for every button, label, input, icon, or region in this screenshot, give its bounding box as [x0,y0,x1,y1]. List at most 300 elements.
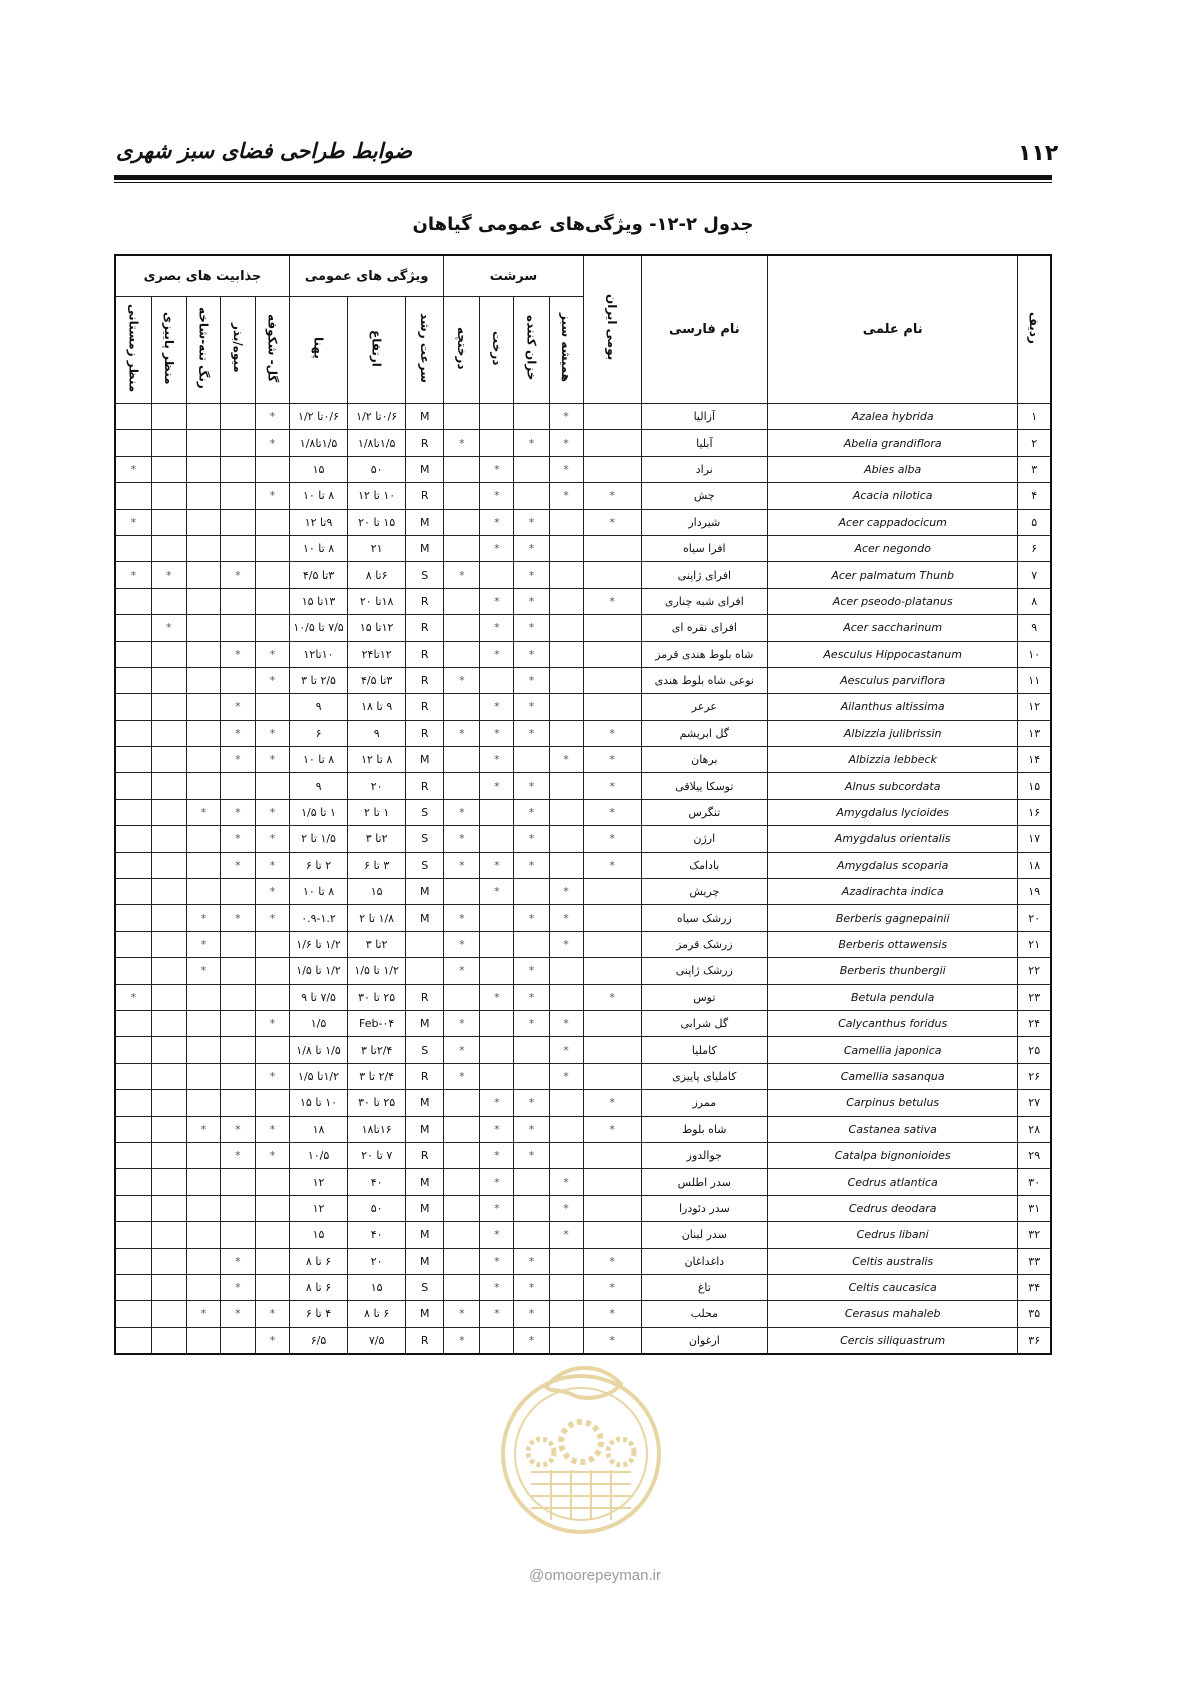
cell-bark-color [186,667,220,693]
cell-flower-blossom [255,535,289,561]
cell-fruit-seed: * [220,799,255,825]
cell-native-iran [583,562,641,588]
cell-growth-rate: R [406,430,444,456]
cell-growth-rate: M [406,1195,444,1221]
table-row [115,826,1051,852]
table-row [115,562,1051,588]
cell-native-iran [583,694,641,720]
cell-growth-rate: S [406,799,444,825]
cell-autumn-view [151,1169,186,1195]
table-row [115,879,1051,905]
cell-deciduous: * [514,588,549,614]
cell-row-number: ۳۵ [1018,1301,1051,1327]
cell-bark-color [186,1248,220,1274]
header-bark-color: رنگ تنه-شاخه [186,297,220,404]
cell-winter-view [115,879,151,905]
cell-evergreen: * [549,483,583,509]
cell-deciduous: * [514,509,549,535]
cell-bark-color [186,1090,220,1116]
cell-scientific-name: Castanea sativa [767,1116,1018,1142]
table-row [115,641,1051,667]
cell-persian-name: سدر لبنان [641,1222,767,1248]
cell-native-iran [583,456,641,482]
cell-persian-name: توس [641,984,767,1010]
cell-winter-view: * [115,456,151,482]
table-row [115,958,1051,984]
cell-winter-view [115,931,151,957]
cell-fruit-seed: * [220,562,255,588]
cell-native-iran [583,404,641,430]
table-row [115,667,1051,693]
cell-scientific-name: Azadirachta indica [767,879,1018,905]
cell-height: ۲۰ [348,773,406,799]
cell-scientific-name: Cedrus atlantica [767,1169,1018,1195]
cell-deciduous [514,1169,549,1195]
cell-width: ۱/۲ تا ۱/۵ [289,958,347,984]
cell-autumn-view [151,879,186,905]
cell-deciduous: * [514,1010,549,1036]
cell-bark-color [186,852,220,878]
cell-height: ۱ تا ۲ [348,799,406,825]
cell-evergreen: * [549,456,583,482]
cell-evergreen [549,984,583,1010]
cell-height: ۲تا ۳ [348,931,406,957]
cell-autumn-view [151,483,186,509]
cell-width: ۱ تا ۱/۵ [289,799,347,825]
cell-fruit-seed [220,1037,255,1063]
cell-flower-blossom [255,615,289,641]
cell-flower-blossom [255,1274,289,1300]
cell-persian-name: زرشک ژاپنی [641,958,767,984]
cell-width: ۱/۲ تا ۱/۶ [289,931,347,957]
cell-growth-rate: R [406,720,444,746]
cell-flower-blossom: * [255,404,289,430]
cell-scientific-name: Amygdalus lycioides [767,799,1018,825]
cell-scientific-name: Cerasus mahaleb [767,1301,1018,1327]
cell-evergreen [549,641,583,667]
cell-flower-blossom: * [255,852,289,878]
cell-native-iran: * [583,1274,641,1300]
cell-fruit-seed [220,773,255,799]
cell-flower-blossom: * [255,799,289,825]
cell-deciduous: * [514,1090,549,1116]
cell-native-iran: * [583,1248,641,1274]
cell-growth-rate: R [406,984,444,1010]
cell-height: ۲۵ تا ۳۰ [348,984,406,1010]
cell-persian-name: چریش [641,879,767,905]
cell-shrub [444,615,480,641]
cell-fruit-seed [220,667,255,693]
cell-autumn-view [151,1090,186,1116]
cell-native-iran [583,667,641,693]
cell-shrub: * [444,1010,480,1036]
cell-autumn-view [151,799,186,825]
table-row [115,905,1051,931]
cell-scientific-name: Acer saccharinum [767,615,1018,641]
cell-scientific-name: Ailanthus altissima [767,694,1018,720]
cell-shrub: * [444,931,480,957]
cell-row-number: ۲۷ [1018,1090,1051,1116]
cell-bark-color [186,1327,220,1354]
cell-height: ۴۰ [348,1222,406,1248]
cell-tree [480,562,514,588]
cell-height: ۵۰ [348,1195,406,1221]
cell-height: ۴۰ [348,1169,406,1195]
table-row [115,615,1051,641]
cell-height: ۷/۵ [348,1327,406,1354]
cell-evergreen: * [549,1063,583,1089]
cell-native-iran: * [583,747,641,773]
cell-evergreen: * [549,404,583,430]
cell-tree [480,958,514,984]
cell-width: ۱۸ [289,1116,347,1142]
cell-width: ۱/۵ تا ۲ [289,826,347,852]
table-row [115,1169,1051,1195]
cell-deciduous [514,747,549,773]
header-autumn-view: منظر پاییزی [151,297,186,404]
cell-fruit-seed [220,509,255,535]
cell-shrub [444,879,480,905]
cell-bark-color [186,509,220,535]
cell-flower-blossom: * [255,430,289,456]
cell-width: ۶/۵ [289,1327,347,1354]
cell-tree: * [480,747,514,773]
cell-evergreen: * [549,931,583,957]
cell-native-iran [583,1010,641,1036]
cell-tree: * [480,1090,514,1116]
cell-winter-view [115,1037,151,1063]
cell-evergreen: * [549,1169,583,1195]
cell-growth-rate: R [406,588,444,614]
cell-tree [480,931,514,957]
cell-deciduous [514,1222,549,1248]
cell-tree: * [480,879,514,905]
cell-fruit-seed [220,984,255,1010]
cell-native-iran [583,879,641,905]
cell-deciduous: * [514,852,549,878]
cell-evergreen: * [549,1222,583,1248]
cell-autumn-view [151,1327,186,1354]
cell-scientific-name: Acacia nilotica [767,483,1018,509]
cell-shrub: * [444,720,480,746]
cell-scientific-name: Acer negondo [767,535,1018,561]
header-winter-view: منظر زمستانی [115,297,151,404]
table-row [115,931,1051,957]
table-row [115,1248,1051,1274]
cell-width: ۸ تا ۱۰ [289,747,347,773]
cell-autumn-view [151,1063,186,1089]
table-row [115,535,1051,561]
cell-width: ۱۳تا ۱۵ [289,588,347,614]
cell-flower-blossom [255,694,289,720]
cell-shrub [444,535,480,561]
cell-growth-rate: M [406,879,444,905]
cell-deciduous: * [514,720,549,746]
cell-row-number: ۱۹ [1018,879,1051,905]
cell-growth-rate: R [406,1063,444,1089]
cell-native-iran: * [583,509,641,535]
cell-fruit-seed [220,456,255,482]
cell-autumn-view [151,1010,186,1036]
cell-persian-name: شاه بلوط هندی قرمز [641,641,767,667]
cell-width: ۸ تا ۱۰ [289,535,347,561]
cell-native-iran: * [583,588,641,614]
cell-evergreen [549,535,583,561]
cell-flower-blossom [255,1248,289,1274]
cell-winter-view [115,799,151,825]
cell-width: ۱۲ [289,1195,347,1221]
cell-autumn-view [151,905,186,931]
cell-flower-blossom [255,1169,289,1195]
cell-height: ۲۵ تا ۳۰ [348,1090,406,1116]
cell-fruit-seed: * [220,1142,255,1168]
cell-height: ۸ تا ۱۲ [348,747,406,773]
cell-shrub [444,1195,480,1221]
cell-row-number: ۱۰ [1018,641,1051,667]
cell-deciduous: * [514,799,549,825]
cell-autumn-view [151,456,186,482]
table-row [115,1063,1051,1089]
cell-scientific-name: Amygdalus scoparia [767,852,1018,878]
cell-persian-name: افرای نقره ای [641,615,767,641]
cell-bark-color [186,456,220,482]
cell-row-number: ۹ [1018,615,1051,641]
cell-bark-color [186,615,220,641]
header-persian-name: نام فارسی [641,255,767,404]
cell-bark-color [186,1169,220,1195]
cell-tree: * [480,535,514,561]
table-row [115,1090,1051,1116]
cell-deciduous: * [514,562,549,588]
cell-native-iran: * [583,1301,641,1327]
cell-tree [480,799,514,825]
cell-height: ۵۰ [348,456,406,482]
cell-evergreen: * [549,1010,583,1036]
cell-bark-color [186,826,220,852]
cell-tree: * [480,984,514,1010]
header-group-visual: جذابیت های بصری [115,255,289,297]
cell-fruit-seed: * [220,747,255,773]
cell-tree [480,430,514,456]
cell-scientific-name: Amygdalus orientalis [767,826,1018,852]
cell-shrub [444,1222,480,1248]
cell-persian-name: آبلیا [641,430,767,456]
header-scientific-name: نام علمی [767,255,1018,404]
cell-winter-view [115,958,151,984]
cell-shrub: * [444,826,480,852]
cell-row-number: ۲۴ [1018,1010,1051,1036]
cell-width: ۲/۵ تا ۳ [289,667,347,693]
cell-tree [480,1037,514,1063]
cell-width: ۰.۹-۱.۲ [289,905,347,931]
cell-scientific-name: Albizzia julibrissin [767,720,1018,746]
cell-persian-name: کاملیای پاییزی [641,1063,767,1089]
cell-height: ۱۶تا۱۸ [348,1116,406,1142]
cell-flower-blossom [255,1222,289,1248]
cell-height: ۷ تا ۲۰ [348,1142,406,1168]
cell-growth-rate [406,958,444,984]
cell-bark-color [186,588,220,614]
cell-deciduous: * [514,535,549,561]
cell-native-iran [583,1063,641,1089]
cell-fruit-seed [220,1063,255,1089]
cell-growth-rate: M [406,1169,444,1195]
cell-row-number: ۳۰ [1018,1169,1051,1195]
cell-deciduous: * [514,615,549,641]
cell-persian-name: گل شرابی [641,1010,767,1036]
cell-bark-color: * [186,1116,220,1142]
cell-growth-rate: S [406,852,444,878]
cell-bark-color [186,694,220,720]
cell-growth-rate: M [406,905,444,931]
cell-shrub: * [444,1327,480,1354]
table-row [115,747,1051,773]
cell-shrub: * [444,905,480,931]
table-row [115,1037,1051,1063]
cell-tree: * [480,1169,514,1195]
cell-native-iran: * [583,852,641,878]
cell-growth-rate: M [406,747,444,773]
cell-deciduous: * [514,958,549,984]
cell-autumn-view [151,747,186,773]
cell-deciduous [514,483,549,509]
cell-bark-color [186,404,220,430]
cell-scientific-name: Calycanthus foridus [767,1010,1018,1036]
cell-autumn-view [151,826,186,852]
cell-fruit-seed: * [220,1116,255,1142]
cell-width: ۹ [289,694,347,720]
cell-persian-name: ارژن [641,826,767,852]
cell-scientific-name: Acer palmatum Thunb [767,562,1018,588]
cell-scientific-name: Abelia grandiflora [767,430,1018,456]
cell-fruit-seed [220,430,255,456]
cell-deciduous: * [514,773,549,799]
cell-persian-name: برهان [641,747,767,773]
cell-flower-blossom [255,509,289,535]
cell-flower-blossom: * [255,667,289,693]
cell-height: ۲/۴تا ۳ [348,1037,406,1063]
cell-height: ۱۵ [348,879,406,905]
cell-flower-blossom [255,588,289,614]
header-flower-blossom: گل- شکوفه [255,297,289,404]
cell-scientific-name: Berberis gagnepainii [767,905,1018,931]
cell-persian-name: تنگرس [641,799,767,825]
cell-evergreen [549,1248,583,1274]
watermark-website-text: @omoorepeyman.ir [529,1567,661,1584]
table-row [115,1116,1051,1142]
header-native-iran: بومی ایران [583,255,641,404]
cell-native-iran: * [583,483,641,509]
cell-deciduous: * [514,1327,549,1354]
cell-flower-blossom: * [255,1116,289,1142]
cell-height: ۱/۸ تا ۲ [348,905,406,931]
cell-tree: * [480,483,514,509]
cell-persian-name: افرا سیاه [641,535,767,561]
cell-width: ۱۲ [289,1169,347,1195]
header-group-nature: سرشت [444,255,583,297]
cell-row-number: ۱۵ [1018,773,1051,799]
cell-width: ۶ تا ۸ [289,1274,347,1300]
cell-persian-name: نوعی شاه بلوط هندی [641,667,767,693]
cell-winter-view [115,1274,151,1300]
cell-fruit-seed: * [220,1301,255,1327]
cell-width: ۳تا ۴/۵ [289,562,347,588]
cell-width: ۱/۲تا ۱/۵ [289,1063,347,1089]
cell-flower-blossom: * [255,879,289,905]
cell-autumn-view [151,667,186,693]
cell-winter-view [115,667,151,693]
cell-growth-rate: M [406,1116,444,1142]
header-shrub: درختچه [444,297,480,404]
cell-row-number: ۲۰ [1018,905,1051,931]
cell-bark-color: * [186,1301,220,1327]
cell-scientific-name: Camellia japonica [767,1037,1018,1063]
cell-flower-blossom [255,1037,289,1063]
cell-height: ۹ تا ۱۸ [348,694,406,720]
cell-flower-blossom [255,562,289,588]
cell-tree: * [480,509,514,535]
cell-tree [480,826,514,852]
cell-deciduous: * [514,667,549,693]
cell-shrub [444,773,480,799]
cell-flower-blossom [255,958,289,984]
cell-autumn-view [151,931,186,957]
cell-shrub [444,1116,480,1142]
cell-shrub [444,1090,480,1116]
cell-bark-color [186,1195,220,1221]
cell-row-number: ۳۴ [1018,1274,1051,1300]
cell-winter-view [115,1090,151,1116]
cell-row-number: ۳۶ [1018,1327,1051,1354]
cell-winter-view [115,852,151,878]
cell-width: ۹ [289,773,347,799]
cell-evergreen: * [549,747,583,773]
cell-native-iran [583,1195,641,1221]
cell-winter-view [115,1195,151,1221]
cell-evergreen [549,1142,583,1168]
cell-shrub [444,588,480,614]
cell-bark-color [186,1010,220,1036]
cell-width: ۹تا ۱۲ [289,509,347,535]
cell-persian-name: شیردار [641,509,767,535]
cell-deciduous [514,931,549,957]
cell-fruit-seed [220,588,255,614]
cell-fruit-seed: * [220,1274,255,1300]
cell-tree: * [480,694,514,720]
cell-width: ۷/۵ تا ۱۰/۵ [289,615,347,641]
cell-row-number: ۴ [1018,483,1051,509]
cell-autumn-view [151,588,186,614]
cell-winter-view [115,483,151,509]
cell-flower-blossom: * [255,747,289,773]
cell-shrub: * [444,1063,480,1089]
cell-row-number: ۵ [1018,509,1051,535]
table-row [115,1222,1051,1248]
table-row [115,456,1051,482]
cell-deciduous [514,1037,549,1063]
cell-bark-color [186,1063,220,1089]
cell-tree [480,1063,514,1089]
cell-autumn-view [151,1222,186,1248]
cell-persian-name: آزالیا [641,404,767,430]
cell-bark-color [186,747,220,773]
cell-flower-blossom [255,1195,289,1221]
cell-growth-rate: M [406,1248,444,1274]
cell-winter-view [115,1222,151,1248]
cell-evergreen [549,615,583,641]
cell-growth-rate: R [406,694,444,720]
cell-autumn-view [151,535,186,561]
